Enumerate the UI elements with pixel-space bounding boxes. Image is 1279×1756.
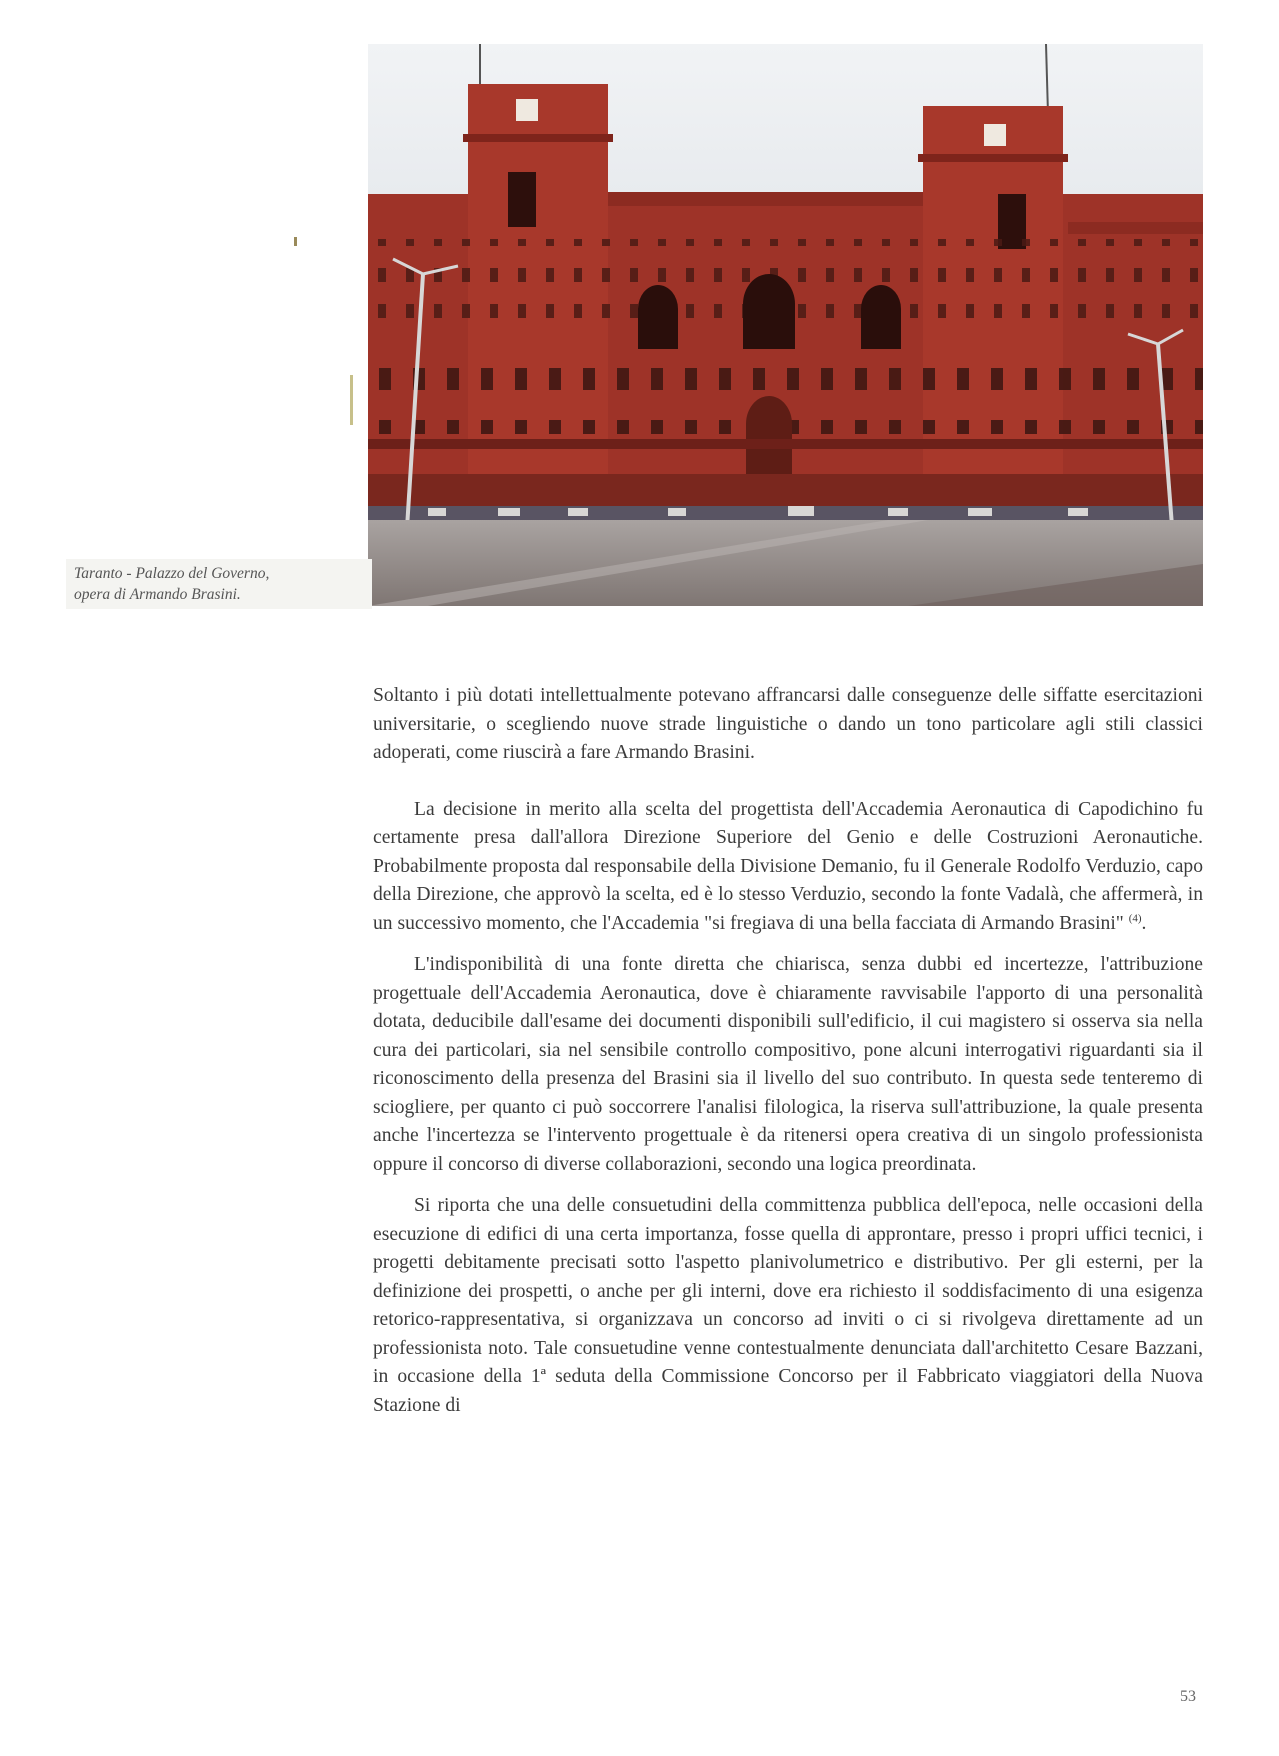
body-text bbox=[373, 682, 1203, 1420]
caption-line-1: Taranto - Palazzo del Governo, bbox=[74, 565, 270, 582]
paragraph-2 bbox=[373, 796, 1203, 939]
building-photo bbox=[368, 44, 1203, 606]
paragraph-2-text: La decisione in merito alla scelta del progettista dell'Accademia Aeronautica di Capodichino fu certamente presa dall'allora Direzione Superiore del Genio e delle Costruzioni Aeronautiche. Probabilmente proposta dal responsabile della Divisione Demanio, fu il Generale Rodolfo Verduzio, capo della Direzione, che approvò la scelta, ed è lo stesso Verduzio, secondo la fonte Vadalà, che affermerà, in un successivo momento, che l'Accademia "si fregiava di una bella facciata di Armando Brasini" bbox=[373, 798, 1203, 934]
caption-line-2: opera di Armando Brasini. bbox=[74, 586, 241, 603]
paragraph-1: Soltanto i più dotati intellettualmente potevano affrancarsi dalle conseguenze delle siffatte esercitazioni universitarie, o scegliendo nuove strade linguistiche o dando un tono particolare agli stili classici adoperati, come riuscirà a fare Armando Brasini. bbox=[373, 685, 1203, 763]
paragraph-4: Si riporta che una delle consuetudini della committenza pubblica dell'epoca, nelle occasioni della esecuzione di edifici di una certa importanza, fosse quella di approntare, presso i propri uffici tecnici, i progetti debitamente precisati sotto l'aspetto planivolumetrico e distributivo. Per gli esterni, per la definizione dei prospetti, o anche per gli interni, dove era richiesto il soddisfacimento di una esigenza retorico-rappresentativa, si organizzava un concorso ad inviti o ci si rivolgeva direttamente ad un professionista noto. Tale consuetudine venne contestualmente denunciata dall'architetto Cesare Bazzani, in occasione della 1ª seduta della Commissione Concorso per il Fabbricato viaggiatori della Nuova Stazione di bbox=[373, 1195, 1203, 1416]
scan-mark bbox=[350, 375, 353, 425]
paragraph-3: L'indisponibilità di una fonte diretta che chiarisca, senza dubbi ed incertezze, l'attribuzione progettuale dell'Accademia Aeronautica, dove è chiaramente ravvisabile l'apporto di una personalità dotata, deducibile dall'esame dei documenti disponibili sull'edificio, il cui magistero si osserva sia nella cura dei particolari, sia nel sensibile controllo compositivo, pone alcuni interrogativi riguardanti sia il riconoscimento della presenza del Brasini sia il livello del suo contributo. In questa sede tenteremo di sciogliere, per quanto ci può soccorrere l'analisi filologica, la riserva sull'attribuzione, la quale presenta anche l'incertezza se l'intervento progettuale è da ritenersi opera creativa di un singolo professionista oppure il concorso di diverse collaborazioni, secondo una logica preordinata. bbox=[373, 954, 1203, 1175]
photo-caption bbox=[66, 559, 372, 609]
page-number: 53 bbox=[1180, 1688, 1196, 1705]
paragraph-2-end: . bbox=[1141, 912, 1147, 934]
footnote-reference: (4) bbox=[1128, 911, 1142, 924]
scan-speck bbox=[294, 237, 297, 246]
palazzo-del-governo-image bbox=[368, 44, 1203, 606]
